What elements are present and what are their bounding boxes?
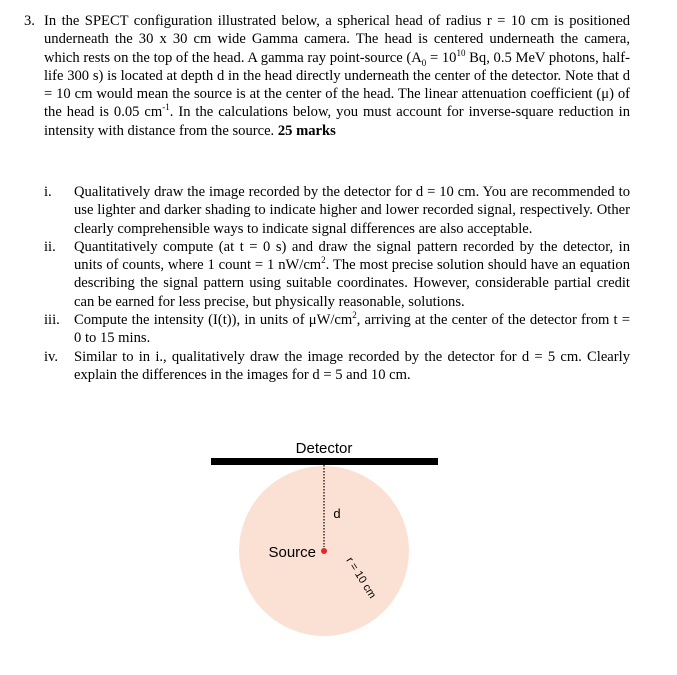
part-ii: ii. Quantitatively compute (at t = 0 s) and draw the signal pattern recorded by the detector, in units of counts, where 1 count = 1 $nW/cm^2$. The most precise solution should have an equation describing the signal pattern using suitable coordinates. However, considerable partial credit can be earned for less precise, but physically reasonable, solutions. bbox=[44, 238, 630, 310]
part-i: i. Qualitatively draw the image recorded by the detector for d = 10 cm. You are recommended to use lighter and darker shading to indicate higher and lower recorded signal, respectively. Other clearly comprehensible ways to indicate signal differences are also acceptable. bbox=[44, 184, 630, 237]
part-iii: iii. Compute the intensity (I(t)), in units of $\mu W/cm^2$, arriving at the center of the detector from t = 0 to 15 mins. bbox=[44, 310, 630, 347]
spect-diagram bbox=[200, 430, 460, 675]
question-intro: In the SPECT configuration illustrated below, a spherical head of radius r = 10 cm is positioned underneath the 30 x 30 cm wide Gamma camera. The head is centered underneath the camera, which rests on the top of the head. A gamma ray point-source ($A_0 = 10^{10}$ Bq, 0.5 MeV photons, half-life 300 s) is located at depth d in the head directly underneath the center of the detector. Note that d = 10 cm would mean the source is at the center of the head. The linear attenuation coefficient (μ) of the head is 0.05 $cm^{-1}$. In the calculations below, you must account for inverse-square reduction in intensity with distance from the source. 25 marks bbox=[44, 13, 630, 139]
detector-label: Detector bbox=[295, 440, 353, 457]
part-iv: iv. Similar to in i., qualitatively draw the image recorded by the detector for d = 5 cm. Clearly explain the differences in the images for d = 5 and 10 cm. bbox=[44, 348, 630, 383]
question-number: 3. bbox=[24, 13, 35, 29]
depth-label: d bbox=[333, 506, 341, 521]
source-dot bbox=[321, 548, 327, 554]
question-parts bbox=[44, 183, 630, 384]
detector-bar bbox=[211, 458, 438, 465]
question-3 bbox=[24, 12, 630, 140]
source-label: Source bbox=[268, 544, 316, 561]
marks-label: 25 marks bbox=[277, 122, 336, 139]
radius-label: r = 10 cm bbox=[343, 555, 379, 601]
